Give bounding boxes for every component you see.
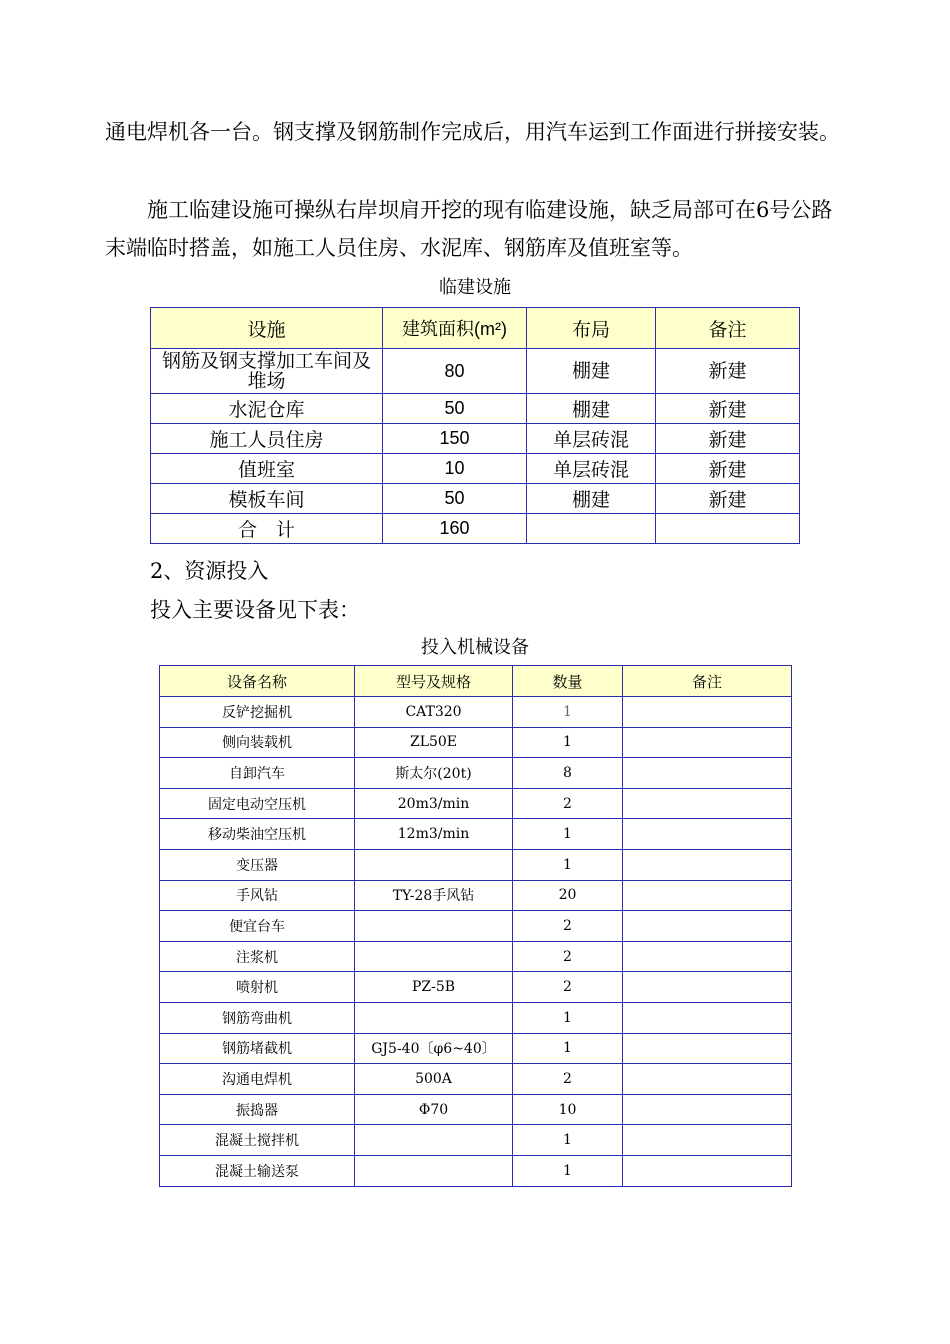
cell-quantity: 20 <box>513 880 623 911</box>
cell-quantity: 1 <box>513 727 623 758</box>
cell-note <box>623 849 792 880</box>
cell-note <box>623 880 792 911</box>
equipment-table <box>159 665 792 1187</box>
cell-note <box>623 972 792 1003</box>
cell-facility: 模板车间 <box>151 484 383 514</box>
cell-equipment-name: 反铲挖掘机 <box>160 697 355 728</box>
cell-area: 10 <box>383 454 527 484</box>
table-row <box>160 972 792 1003</box>
cell-model: ZL50E <box>355 727 513 758</box>
cell-total-label: 合 计 <box>151 514 383 544</box>
cell-layout: 单层砖混 <box>527 454 656 484</box>
header-cell: 布局 <box>527 308 656 349</box>
cell-model: PZ-5B <box>355 972 513 1003</box>
cell-note: 新建 <box>656 394 800 424</box>
cell-quantity: 1 <box>513 1155 623 1186</box>
table-total-row <box>151 514 800 544</box>
cell-model <box>355 1155 513 1186</box>
cell-quantity: 2 <box>513 972 623 1003</box>
cell-note: 新建 <box>656 484 800 514</box>
cell-area: 50 <box>383 394 527 424</box>
cell-model: 500A <box>355 1064 513 1095</box>
cell-note <box>656 514 800 544</box>
cell-total-area: 160 <box>383 514 527 544</box>
cell-note: 新建 <box>656 424 800 454</box>
cell-quantity: 1 <box>513 849 623 880</box>
cell-equipment-name: 移动柴油空压机 <box>160 819 355 850</box>
table-row <box>160 788 792 819</box>
cell-quantity: 2 <box>513 911 623 942</box>
cell-note <box>623 911 792 942</box>
cell-layout: 棚建 <box>527 349 656 394</box>
cell-note <box>623 1033 792 1064</box>
cell-quantity: 1 <box>513 1033 623 1064</box>
cell-equipment-name: 钢筋堵截机 <box>160 1033 355 1064</box>
table-row <box>151 394 800 424</box>
cell-facility: 值班室 <box>151 454 383 484</box>
cell-model: 12m3/min <box>355 819 513 850</box>
section-heading: 2、资源投入 <box>150 559 269 583</box>
cell-equipment-name: 振捣器 <box>160 1094 355 1125</box>
cell-layout <box>527 514 656 544</box>
paragraph-2: 施工临建设施可操纵右岸坝肩开挖的现有临建设施，缺乏局部可在6号公路末端临时搭盖，如施工人员住房、水泥库、钢筋库及值班室等。 <box>105 198 833 260</box>
cell-note <box>623 697 792 728</box>
table-row <box>160 880 792 911</box>
cell-model <box>355 1002 513 1033</box>
table-row <box>160 1125 792 1156</box>
table-row <box>160 758 792 789</box>
cell-model: 20m3/min <box>355 788 513 819</box>
cell-layout: 单层砖混 <box>527 424 656 454</box>
cell-equipment-name: 沟通电焊机 <box>160 1064 355 1095</box>
table-row <box>160 1064 792 1095</box>
cell-facility: 施工人员住房 <box>151 424 383 454</box>
table-row <box>160 1155 792 1186</box>
cell-model: 斯太尔(20t) <box>355 758 513 789</box>
cell-quantity: 2 <box>513 941 623 972</box>
header-cell: 建筑面积(m²) <box>383 308 527 349</box>
cell-area: 80 <box>383 349 527 394</box>
table-row <box>151 349 800 394</box>
cell-area: 50 <box>383 484 527 514</box>
table-row <box>160 1033 792 1064</box>
facilities-table <box>150 307 800 544</box>
table-row <box>151 484 800 514</box>
header-cell: 数量 <box>513 666 623 697</box>
table-row <box>151 454 800 484</box>
cell-layout: 棚建 <box>527 394 656 424</box>
table-row <box>160 1002 792 1033</box>
cell-facility: 水泥仓库 <box>151 394 383 424</box>
cell-quantity: 1 <box>513 697 623 728</box>
cell-note <box>623 819 792 850</box>
table-row <box>160 727 792 758</box>
cell-quantity: 1 <box>513 1125 623 1156</box>
paragraph-1: 通电焊机各一台。钢支撑及钢筋制作完成后，用汽车运到工作面进行拼接安装。 <box>105 120 840 144</box>
cell-quantity: 1 <box>513 819 623 850</box>
cell-equipment-name: 自卸汽车 <box>160 758 355 789</box>
cell-note <box>623 788 792 819</box>
cell-note <box>623 1094 792 1125</box>
header-cell: 设备名称 <box>160 666 355 697</box>
header-cell: 备注 <box>656 308 800 349</box>
table-row <box>160 819 792 850</box>
table-header-row <box>151 308 800 349</box>
section-intro: 投入主要设备见下表： <box>150 598 360 622</box>
table-row <box>160 911 792 942</box>
cell-equipment-name: 钢筋弯曲机 <box>160 1002 355 1033</box>
cell-model <box>355 1125 513 1156</box>
header-cell: 型号及规格 <box>355 666 513 697</box>
cell-quantity: 2 <box>513 788 623 819</box>
cell-equipment-name: 变压器 <box>160 849 355 880</box>
cell-note <box>623 941 792 972</box>
cell-quantity: 8 <box>513 758 623 789</box>
cell-quantity: 2 <box>513 1064 623 1095</box>
table-row <box>160 1094 792 1125</box>
cell-model: TY-28手风钻 <box>355 880 513 911</box>
cell-note <box>623 1125 792 1156</box>
cell-equipment-name: 混凝土搅拌机 <box>160 1125 355 1156</box>
cell-equipment-name: 侧向装载机 <box>160 727 355 758</box>
cell-note <box>623 1064 792 1095</box>
cell-equipment-name: 便宜台车 <box>160 911 355 942</box>
cell-note <box>623 727 792 758</box>
cell-model <box>355 941 513 972</box>
header-cell: 设施 <box>151 308 383 349</box>
cell-model: CAT320 <box>355 697 513 728</box>
cell-model: Φ70 <box>355 1094 513 1125</box>
cell-layout: 棚建 <box>527 484 656 514</box>
table-row <box>160 849 792 880</box>
cell-equipment-name: 混凝土输送泵 <box>160 1155 355 1186</box>
cell-equipment-name: 手风钻 <box>160 880 355 911</box>
cell-equipment-name: 固定电动空压机 <box>160 788 355 819</box>
table1-caption: 临建设施 <box>439 277 511 298</box>
cell-note <box>623 1155 792 1186</box>
cell-equipment-name: 喷射机 <box>160 972 355 1003</box>
cell-note <box>623 1002 792 1033</box>
cell-model: GJ5-40〔φ6~40〕 <box>355 1033 513 1064</box>
table-row <box>160 941 792 972</box>
cell-model <box>355 911 513 942</box>
cell-facility: 钢筋及钢支撑加工车间及堆场 <box>151 349 383 394</box>
table-header-row <box>160 666 792 697</box>
cell-quantity: 10 <box>513 1094 623 1125</box>
cell-model <box>355 849 513 880</box>
table-row <box>151 424 800 454</box>
cell-note: 新建 <box>656 454 800 484</box>
cell-note <box>623 758 792 789</box>
cell-equipment-name: 注浆机 <box>160 941 355 972</box>
cell-quantity: 1 <box>513 1002 623 1033</box>
cell-area: 150 <box>383 424 527 454</box>
cell-note: 新建 <box>656 349 800 394</box>
table-row <box>160 697 792 728</box>
header-cell: 备注 <box>623 666 792 697</box>
table2-caption: 投入机械设备 <box>421 637 529 658</box>
